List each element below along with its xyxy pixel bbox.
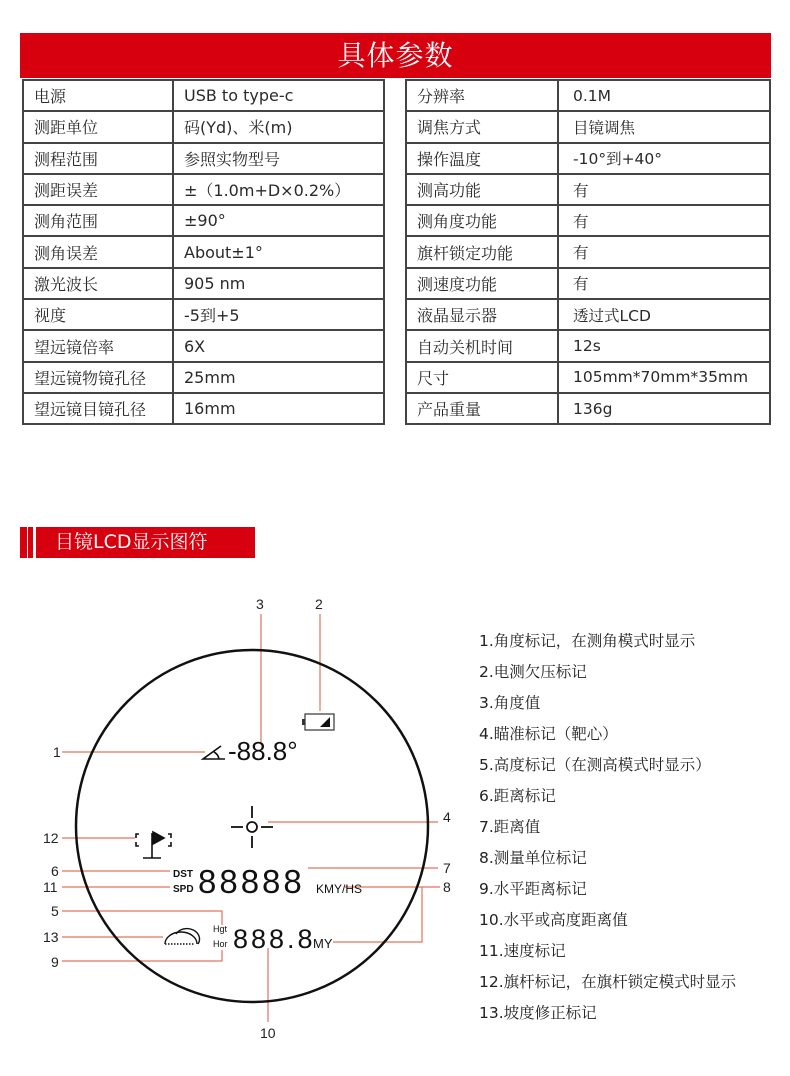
spec-value: 136g	[558, 393, 770, 424]
callout-numbers	[43, 596, 451, 1041]
lcd-diagram	[0, 580, 470, 1060]
spec-value: 16mm	[173, 393, 384, 424]
callout-6: 6	[51, 863, 59, 879]
flag-icon	[136, 832, 171, 858]
spec-row	[23, 299, 384, 330]
spec-row	[23, 362, 384, 393]
distance-value: 88888	[198, 863, 305, 900]
legend-item: 6.距离标记	[479, 787, 556, 805]
spec-label: 分辨率	[406, 80, 558, 111]
spec-label: 电源	[23, 80, 173, 111]
spec-row	[23, 236, 384, 267]
spec-row	[406, 330, 770, 361]
leader-lines	[62, 614, 440, 1022]
spec-label: 自动关机时间	[406, 330, 558, 361]
legend-item: 2.电测欠压标记	[479, 663, 587, 681]
spec-label: 液晶显示器	[406, 299, 558, 330]
spec-value: About±1°	[173, 236, 384, 267]
legend-item: 8.测量单位标记	[479, 849, 587, 867]
legend-item: 7.距离值	[479, 818, 541, 836]
spec-row	[406, 174, 770, 205]
spec-table-left	[22, 79, 385, 425]
callout-3: 3	[256, 596, 264, 612]
callout-10: 10	[260, 1025, 276, 1041]
spec-row	[23, 330, 384, 361]
accent-bar	[28, 527, 33, 558]
angle-icon	[203, 746, 225, 759]
hgt-label: Hgt	[213, 924, 228, 934]
legend-item: 1.角度标记，在测角模式时显示	[479, 632, 696, 650]
callout-8: 8	[443, 879, 451, 895]
spec-row	[406, 393, 770, 424]
legend-item: 13.坡度修正标记	[479, 1004, 597, 1022]
spec-label: 测距单位	[23, 111, 173, 142]
spec-row	[406, 236, 770, 267]
spec-label: 望远镜目镜孔径	[23, 393, 173, 424]
spec-row	[23, 174, 384, 205]
spec-row	[23, 80, 384, 111]
legend-item: 12.旗杆标记，在旗杆锁定模式时显示	[479, 973, 737, 991]
spec-label: 测距误差	[23, 174, 173, 205]
spec-value: 25mm	[173, 362, 384, 393]
legend-item: 9.水平距离标记	[479, 880, 587, 898]
spec-row	[406, 80, 770, 111]
spec-value: 12s	[558, 330, 770, 361]
spec-row	[406, 111, 770, 142]
spec-row	[406, 143, 770, 174]
spd-label: SPD	[173, 884, 194, 895]
spec-label: 操作温度	[406, 143, 558, 174]
spec-label: 产品重量	[406, 393, 558, 424]
spec-value: -10°到+40°	[558, 143, 770, 174]
lcd-section-title: 目镜LCD显示图符	[36, 527, 255, 558]
callout-12: 12	[43, 830, 59, 846]
spec-table-right	[405, 79, 771, 425]
spec-row	[23, 111, 384, 142]
spec-label: 调焦方式	[406, 111, 558, 142]
spec-value: 105mm*70mm*35mm	[558, 362, 770, 393]
spec-label: 测程范围	[23, 143, 173, 174]
spec-label: 视度	[23, 299, 173, 330]
spec-label: 望远镜倍率	[23, 330, 173, 361]
spec-label: 测角范围	[23, 205, 173, 236]
callout-13: 13	[43, 929, 59, 945]
slope-correction-icon	[165, 929, 200, 944]
spec-value: 6X	[173, 330, 384, 361]
spec-value: 有	[558, 236, 770, 267]
spec-value: 905 nm	[173, 268, 384, 299]
unit-label: KMY/HS	[316, 882, 363, 896]
callout-5: 5	[51, 903, 59, 919]
lcd-legend	[479, 630, 736, 1033]
crosshair-icon	[231, 806, 273, 848]
spec-label: 测角度功能	[406, 205, 558, 236]
legend-item: 5.高度标记（在测高模式时显示）	[479, 756, 711, 774]
spec-row	[23, 143, 384, 174]
hor-value: 888.8	[233, 924, 316, 954]
hor-unit: MY	[313, 936, 333, 951]
angle-value: -88.8°	[228, 736, 298, 766]
callout-4: 4	[443, 809, 451, 825]
spec-label: 测速度功能	[406, 268, 558, 299]
callout-11: 11	[43, 879, 58, 895]
spec-value: ±90°	[173, 205, 384, 236]
spec-value: 有	[558, 205, 770, 236]
legend-item: 3.角度值	[479, 694, 541, 712]
spec-row	[406, 362, 770, 393]
legend-item: 11.速度标记	[479, 942, 566, 960]
spec-value: 0.1M	[558, 80, 770, 111]
spec-label: 测高功能	[406, 174, 558, 205]
spec-label: 旗杆锁定功能	[406, 236, 558, 267]
spec-value: 码(Yd)、米(m)	[173, 111, 384, 142]
spec-value: ±（1.0m+D×0.2%）	[173, 174, 384, 205]
spec-row	[23, 393, 384, 424]
spec-row	[23, 268, 384, 299]
spec-label: 尺寸	[406, 362, 558, 393]
spec-label: 测角误差	[23, 236, 173, 267]
spec-value: 透过式LCD	[558, 299, 770, 330]
battery-icon	[302, 714, 334, 730]
spec-value: USB to type-c	[173, 80, 384, 111]
legend-item: 10.水平或高度距离值	[479, 911, 628, 929]
spec-label: 激光波长	[23, 268, 173, 299]
spec-value: 有	[558, 174, 770, 205]
dst-label: DST	[173, 869, 193, 880]
hor-label: Hor	[213, 939, 228, 949]
callout-2: 2	[315, 596, 323, 612]
spec-row	[406, 205, 770, 236]
spec-value: 参照实物型号	[173, 143, 384, 174]
accent-bar	[20, 527, 27, 558]
spec-value: 目镜调焦	[558, 111, 770, 142]
spec-row	[23, 205, 384, 236]
spec-value: 有	[558, 268, 770, 299]
callout-9: 9	[51, 954, 59, 970]
spec-row	[406, 299, 770, 330]
spec-label: 望远镜物镜孔径	[23, 362, 173, 393]
spec-row	[406, 268, 770, 299]
callout-7: 7	[443, 860, 451, 876]
callout-1: 1	[53, 744, 61, 760]
legend-item: 4.瞄准标记（靶心）	[479, 725, 618, 743]
specs-title-banner: 具体参数	[20, 33, 771, 78]
spec-value: -5到+5	[173, 299, 384, 330]
